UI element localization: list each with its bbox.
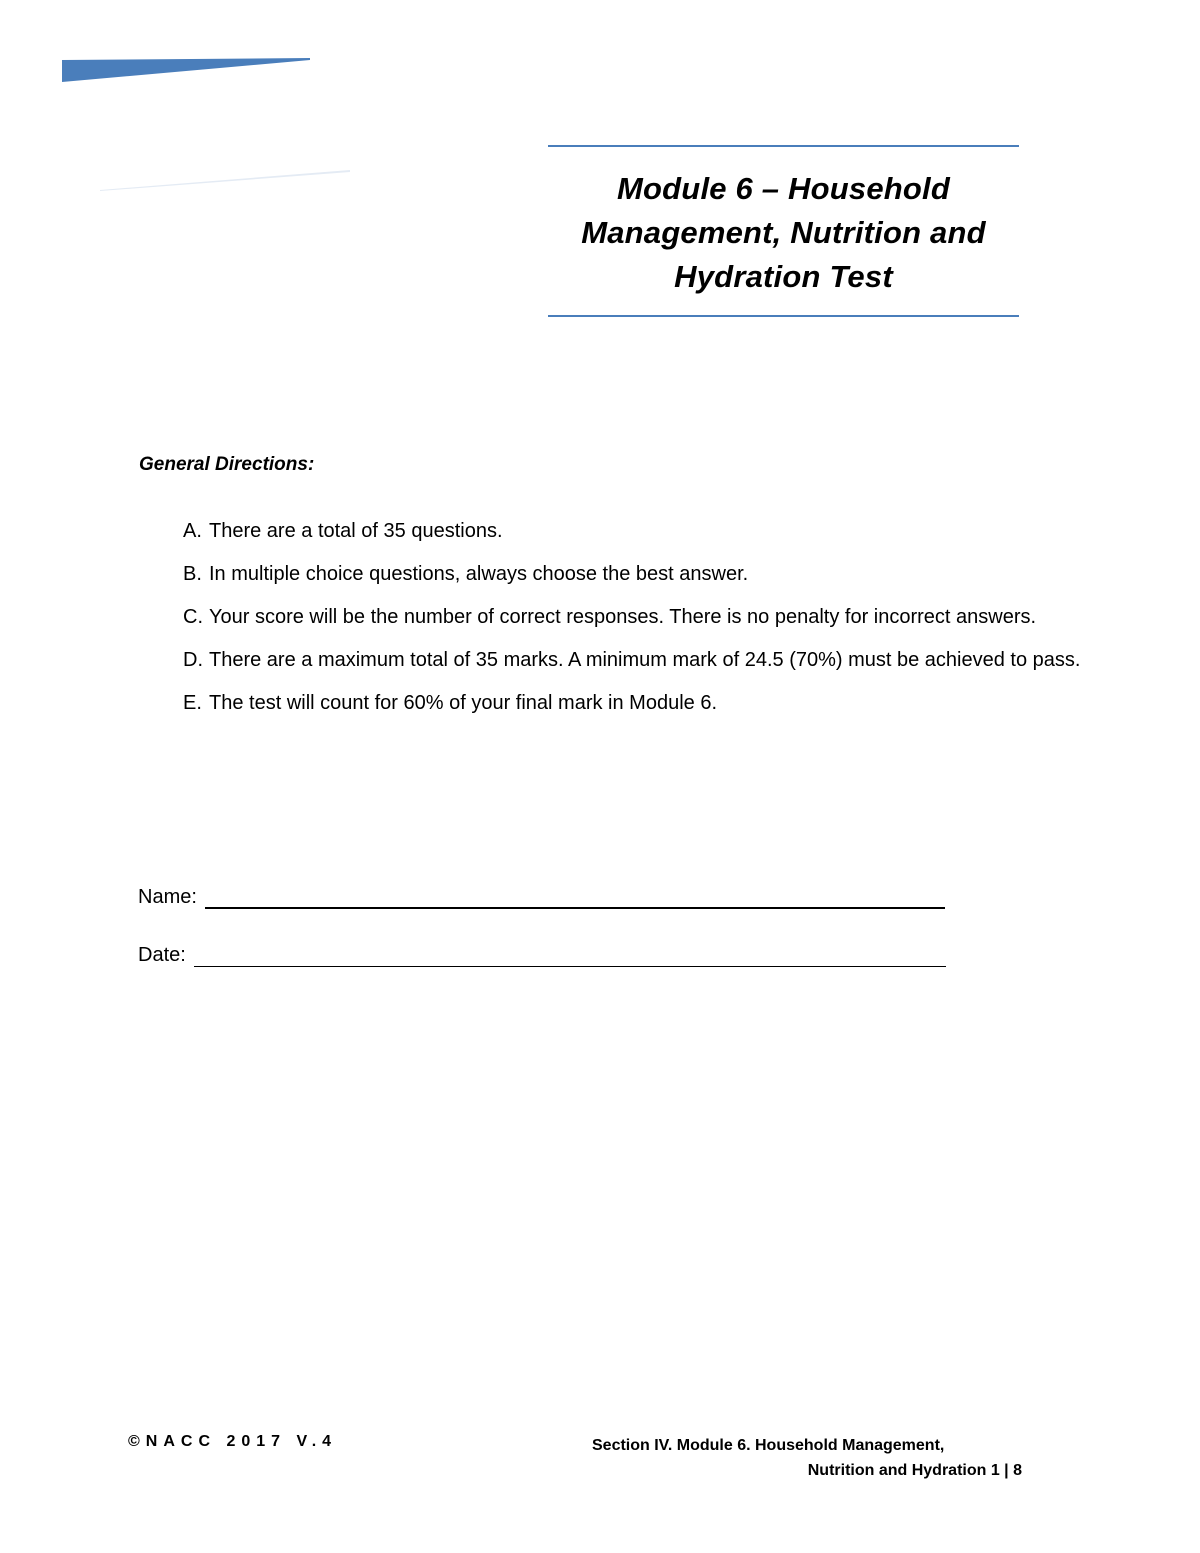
footer-copyright: ©NACC 2017 V.4 bbox=[128, 1433, 338, 1450]
direction-item bbox=[183, 553, 1123, 596]
directions-heading: General Directions: bbox=[139, 454, 315, 475]
footer-section bbox=[560, 1433, 1022, 1483]
direction-text: There are a maximum total of 35 marks. A minimum mark of 24.5 (70%) must be achieved to pass. bbox=[209, 649, 1081, 671]
date-label: Date: bbox=[138, 944, 186, 966]
logo-faint-line-icon bbox=[100, 168, 360, 192]
title-line-2: Management, Nutrition and bbox=[581, 215, 986, 250]
date-field[interactable] bbox=[194, 966, 946, 967]
direction-text: Your score will be the number of correct responses. There is no penalty for incorrect answers. bbox=[209, 606, 1037, 628]
title-top-rule bbox=[548, 145, 1019, 147]
direction-item bbox=[183, 510, 1123, 553]
direction-text: In multiple choice questions, always choose the best answer. bbox=[209, 563, 749, 585]
direction-marker: E. bbox=[183, 692, 202, 714]
direction-text: The test will count for 60% of your final mark in Module 6. bbox=[209, 692, 718, 714]
footer-section-line-1: Section IV. Module 6. Household Management, bbox=[592, 1437, 945, 1454]
name-field[interactable] bbox=[205, 907, 945, 909]
title-line-1: Module 6 – Household bbox=[617, 171, 950, 206]
directions-list bbox=[183, 510, 1123, 725]
logo-swoosh-icon bbox=[62, 58, 312, 84]
direction-item bbox=[183, 682, 1123, 725]
page-title bbox=[548, 167, 1019, 299]
direction-item bbox=[183, 639, 1123, 682]
direction-marker: B. bbox=[183, 563, 202, 585]
direction-text: There are a total of 35 questions. bbox=[209, 520, 503, 542]
title-line-3: Hydration Test bbox=[674, 259, 893, 294]
direction-item bbox=[183, 596, 1123, 639]
footer-section-line-2: Nutrition and Hydration 1 | 8 bbox=[807, 1462, 1022, 1479]
direction-marker: A. bbox=[183, 520, 202, 542]
title-bottom-rule bbox=[548, 315, 1019, 317]
name-label: Name: bbox=[138, 886, 197, 908]
direction-marker: D. bbox=[183, 649, 203, 671]
direction-marker: C. bbox=[183, 606, 203, 628]
